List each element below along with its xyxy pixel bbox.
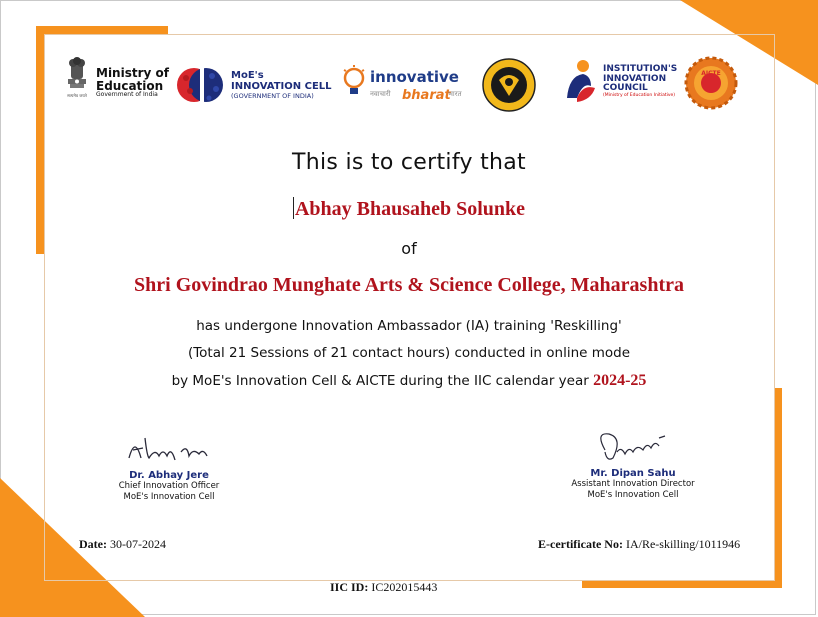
institution-name: Shri Govindrao Munghate Arts & Science College, Maharashtra xyxy=(134,274,684,296)
certificate-heading: This is to certify that xyxy=(292,150,526,175)
moe-line1: Ministry of xyxy=(96,66,169,81)
signatory-left-role1: Chief Innovation Officer xyxy=(118,481,220,491)
signatory-right xyxy=(533,428,733,502)
date-label: Date: xyxy=(79,537,107,551)
ecert-label: E-certificate No: xyxy=(538,537,623,551)
description-line-3 xyxy=(0,372,818,390)
iic-line2: INNOVATION xyxy=(603,73,667,84)
national-emblem-icon xyxy=(64,57,90,109)
mic-line3: (GOVERNMENT OF INDIA) xyxy=(231,91,314,100)
description-line-2: (Total 21 Sessions of 21 contact hours) conducted in online mode xyxy=(187,345,631,361)
ecert-value: IA/Re-skilling/1011946 xyxy=(625,537,741,551)
date-value: 30-07-2024 xyxy=(109,537,166,551)
round-seal-logo xyxy=(482,58,536,112)
innovative-text: innovative xyxy=(370,68,459,86)
emblem-motto: सत्यमेव जयते xyxy=(67,93,87,98)
text-cursor xyxy=(293,197,294,219)
innovation-cell-logo xyxy=(176,58,332,112)
signatory-left xyxy=(69,430,269,504)
signatory-left-role2: MoE's Innovation Cell xyxy=(123,492,215,503)
ecertificate-number xyxy=(538,537,740,552)
description-line-1: has undergone Innovation Ambassador (IA) training 'Reskilling' xyxy=(196,318,622,334)
iic-id xyxy=(330,580,437,595)
corner-bar-bottom-right-vertical xyxy=(775,388,782,588)
signatory-left-name: Dr. Abhay Jere xyxy=(129,470,209,481)
iic-line4: (Ministry of Education Initiative) xyxy=(603,93,676,99)
signature-abhay-jere xyxy=(69,430,269,466)
aicte-label: AICTE xyxy=(701,70,721,77)
innovative-hindi-left: नवाचारी xyxy=(370,90,391,98)
aicte-logo xyxy=(684,56,738,110)
description-line-3-text: by MoE's Innovation Cell & AICTE during the IIC calendar year xyxy=(171,373,589,389)
iic-figure-icon xyxy=(561,58,599,106)
ministry-of-education-logo xyxy=(64,57,169,109)
iic-id-value: IC202015443 xyxy=(371,580,438,594)
recipient-name-text: Abhay Bhausaheb Solunke xyxy=(294,198,526,220)
iic-line3: COUNCIL xyxy=(603,83,648,94)
corner-bar-bottom-right-horizontal xyxy=(582,581,782,588)
iic-id-label: IIC ID: xyxy=(330,580,369,594)
bharat-text: bharat xyxy=(402,88,451,103)
seal-emblem-icon xyxy=(482,58,536,112)
lightbulb-icon xyxy=(342,64,366,100)
innovative-hindi-right: भारत xyxy=(448,90,462,98)
mic-line2: INNOVATION CELL xyxy=(231,81,332,93)
iic-line1: INSTITUTION'S xyxy=(603,63,678,74)
signatory-right-name: Mr. Dipan Sahu xyxy=(590,468,676,479)
recipient-name xyxy=(0,197,818,221)
brain-icon xyxy=(176,58,228,112)
iic-logo xyxy=(561,58,677,106)
moe-line3: Government of India xyxy=(96,91,158,99)
mic-line1: MoE's xyxy=(231,69,264,81)
innovative-bharat-logo xyxy=(342,58,464,108)
signatory-right-role1: Assistant Innovation Director xyxy=(571,479,695,489)
signatory-right-role2: MoE's Innovation Cell xyxy=(587,490,679,501)
calendar-year: 2024-25 xyxy=(593,372,647,389)
moe-line2: Education xyxy=(96,78,164,93)
aicte-gear-icon xyxy=(684,56,738,110)
corner-bar-top-left-horizontal xyxy=(36,26,168,34)
issue-date xyxy=(79,537,166,552)
of-text: of xyxy=(401,239,417,258)
signature-dipan-sahu xyxy=(533,428,733,464)
